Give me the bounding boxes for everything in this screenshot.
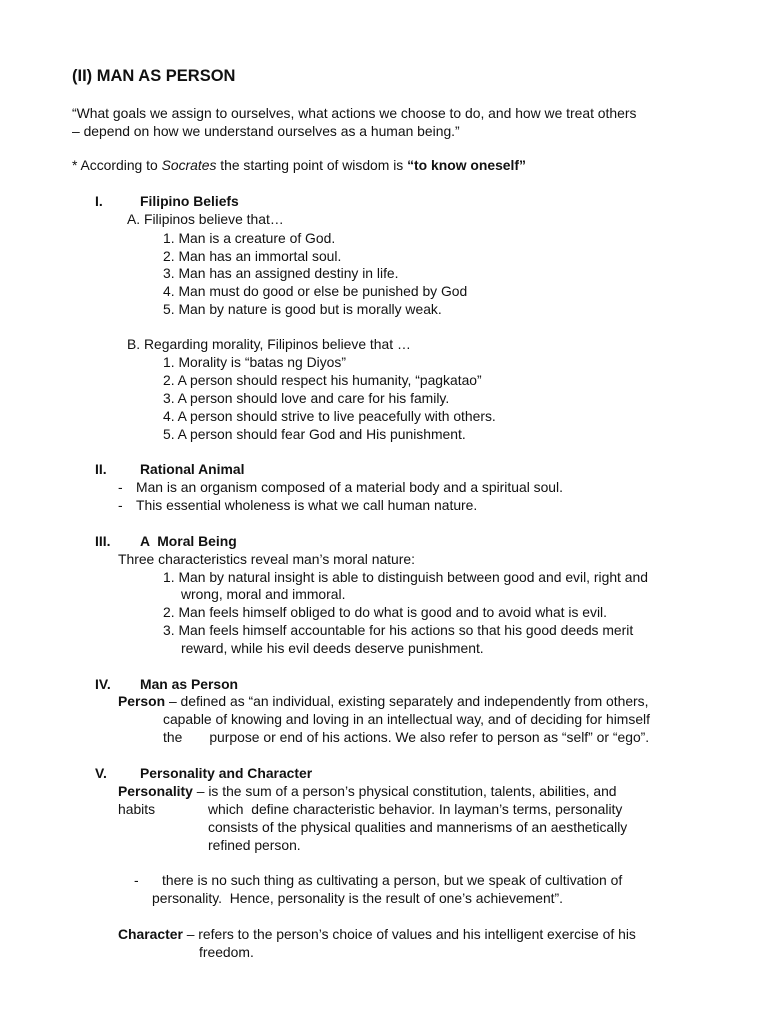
list-item: 1. Morality is “batas ng Diyos” [163,354,346,370]
list-item: 3. Man has an assigned destiny in life. [163,265,399,281]
personality-definition-line-2: which define characteristic behavior. In layman’s terms, personality [208,801,623,817]
list-item: 4. A person should strive to live peacefully with others. [163,408,496,424]
person-definition-line-3: the purpose or end of his actions. We also refer to person as “self” or “ego”. [163,729,650,745]
doc-title: (II) MAN AS PERSON [72,67,236,85]
section-4-number: IV. [95,676,111,692]
list-item: 1. Man is a creature of God. [163,230,336,246]
list-item: 2. Man has an immortal soul. [163,248,342,264]
list-item: 4. Man must do good or else be punished by God [163,283,468,299]
list-item: Man is an organism composed of a material body and a spiritual soul. [136,479,563,495]
socrates-name: Socrates [161,157,217,173]
character-definition-line-1 [118,925,636,943]
person-definition-line-1 [118,692,648,710]
section-1-heading: Filipino Beliefs [140,193,239,209]
list-item: 3. A person should love and care for his family. [163,390,450,406]
list-item: 3. Man feels himself accountable for his actions so that his good deeds merit [163,622,634,638]
term-person: Person [118,693,166,709]
list-item: 5. Man by nature is good but is morally weak. [163,301,442,317]
dash-bullet: - [118,497,123,513]
person-definition-line-2: capable of knowing and loving in an intellectual way, and of deciding for himself [163,711,650,727]
term-personality: Personality [118,783,193,799]
character-definition-line-2: freedom. [199,944,254,960]
list-item-continuation: reward, while his evil deeds deserve punishment. [181,640,484,656]
definition-text: – defined as “an individual, existing separately and independently from others, [165,693,649,709]
note-line-1: there is no such thing as cultivating a person, but we speak of cultivation of [162,872,623,888]
socrates-mid: the starting point of wisdom is [216,157,408,173]
dash-bullet: - [134,872,139,888]
section-2-heading: Rational Animal [140,461,245,477]
definition-text: – is the sum of a person’s physical constitution, talents, abilities, and [192,783,617,799]
socrates-pre: * According to [72,157,162,173]
note-line-2: personality. Hence, personality is the result of one’s achievement”. [152,890,564,906]
dash-bullet: - [118,479,123,495]
personality-definition-line-1 [118,782,617,800]
list-item: This essential wholeness is what we call human nature. [136,497,478,513]
quote-line-1: “What goals we assign to ourselves, what actions we choose to do, and how we treat others [72,105,637,121]
list-item-continuation: wrong, moral and immoral. [181,586,346,602]
socrates-quote: “to know oneself” [407,157,526,173]
list-item: 5. A person should fear God and His punishment. [163,426,466,442]
socrates-line [72,156,526,174]
section-5-number: V. [95,765,107,781]
definition-text: – refers to the person’s choice of values and his intelligent exercise of his [182,926,636,942]
term-character: Character [118,926,183,942]
section-1-a-label: A. Filipinos believe that… [127,211,284,227]
list-item: 1. Man by natural insight is able to distinguish between good and evil, right and [163,569,648,585]
quote-line-2: – depend on how we understand ourselves as a human being.” [72,123,460,139]
section-4-heading: Man as Person [140,676,239,692]
section-5-heading: Personality and Character [140,765,313,781]
personality-definition-line-3: consists of the physical qualities and mannerisms of an aesthetically [208,819,628,835]
list-item: 2. A person should respect his humanity, “pagkatao” [163,372,482,388]
section-1-number: I. [95,193,103,209]
section-3-intro: Three characteristics reveal man’s moral nature: [118,551,415,567]
section-3-number: III. [95,533,111,549]
section-3-heading: A Moral Being [140,533,237,549]
section-1-b-label: B. Regarding morality, Filipinos believe that … [127,336,411,352]
personality-definition-line-4: refined person. [208,837,301,853]
section-2-number: II. [95,461,107,477]
list-item: 2. Man feels himself obliged to do what is good and to avoid what is evil. [163,604,607,620]
personality-definition-habits: habits [118,801,156,817]
